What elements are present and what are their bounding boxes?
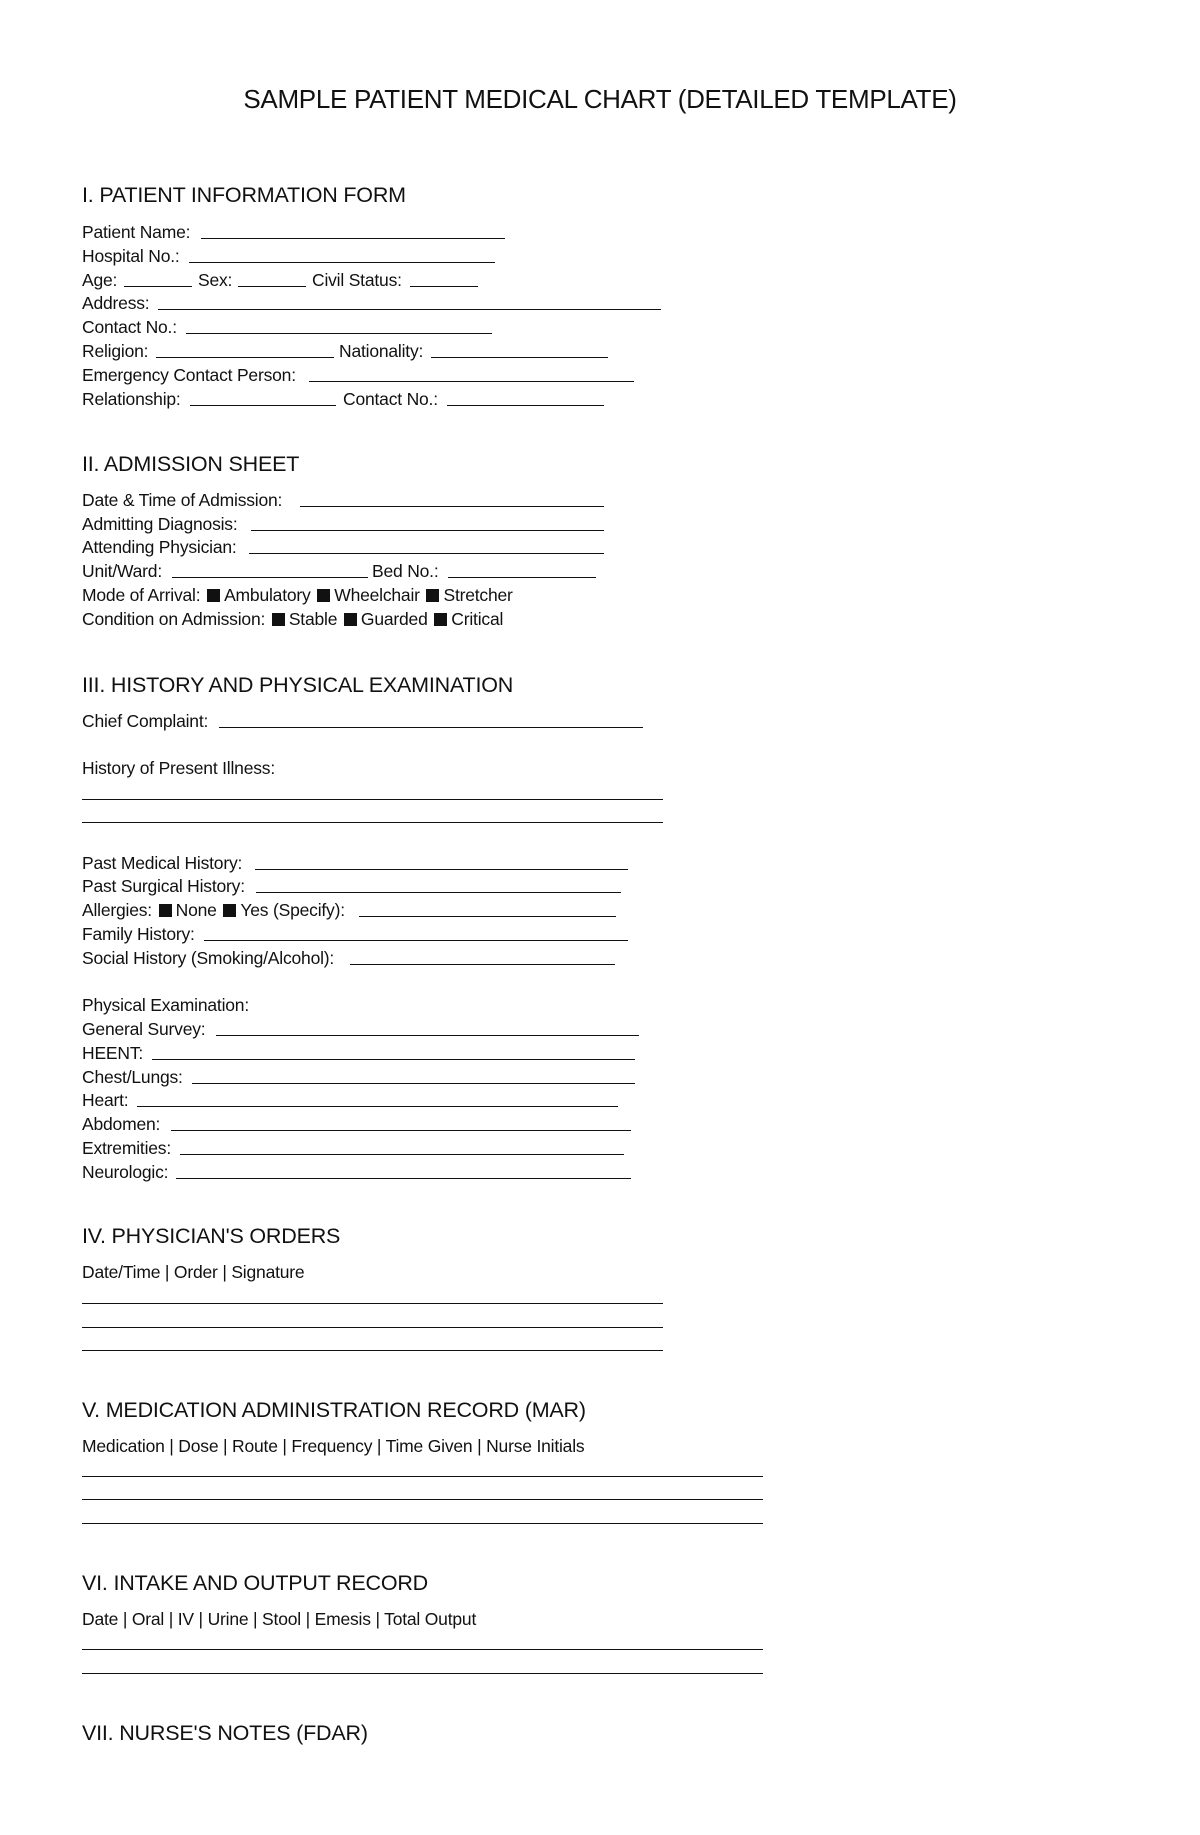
condition-label: Condition on Admission: xyxy=(82,609,266,629)
unit-ward-label: Unit/Ward: xyxy=(82,561,163,581)
past-medical-history-label: Past Medical History: xyxy=(82,853,243,873)
relationship-label: Relationship: xyxy=(82,389,181,409)
civil-status-field[interactable] xyxy=(410,286,478,287)
intake-output-line-1[interactable] xyxy=(82,1649,763,1650)
physicians-orders-columns: Date/Time | Order | Signature xyxy=(82,1262,305,1282)
history-present-illness-line-2[interactable] xyxy=(82,822,663,823)
past-medical-history-field[interactable] xyxy=(255,869,628,870)
hospital-no-label: Hospital No.: xyxy=(82,246,180,266)
religion-field[interactable] xyxy=(156,357,334,358)
condition-on-admission xyxy=(82,609,503,629)
ambulatory-checkbox[interactable] xyxy=(207,589,220,602)
stretcher-option-label: Stretcher xyxy=(443,585,513,605)
general-survey-field[interactable] xyxy=(216,1035,639,1036)
history-present-illness-line-1[interactable] xyxy=(82,799,663,800)
family-history-field[interactable] xyxy=(204,940,628,941)
unit-ward-field[interactable] xyxy=(172,577,368,578)
guarded-option-label: Guarded xyxy=(360,609,428,629)
emergency-contact-no-label: Contact No.: xyxy=(343,389,438,409)
mar-columns: Medication | Dose | Route | Frequency | Time Given | Nurse Initials xyxy=(82,1436,585,1456)
heent-label: HEENT: xyxy=(82,1043,144,1063)
wheelchair-checkbox[interactable] xyxy=(317,589,330,602)
physicians-orders-line-2[interactable] xyxy=(82,1327,663,1328)
abdomen-field[interactable] xyxy=(171,1130,631,1131)
mar-line-3[interactable] xyxy=(82,1523,763,1524)
admission-date-time-field[interactable] xyxy=(300,506,604,507)
heart-field[interactable] xyxy=(137,1106,618,1107)
chest-lungs-field[interactable] xyxy=(192,1083,635,1084)
stable-checkbox[interactable] xyxy=(272,613,285,626)
hospital-no-field[interactable] xyxy=(189,262,495,263)
stable-option-label: Stable xyxy=(288,609,338,629)
section-heading-nurses-notes: VII. NURSE'S NOTES (FDAR) xyxy=(82,1721,368,1745)
intake-output-line-2[interactable] xyxy=(82,1673,763,1674)
wheelchair-option-label: Wheelchair xyxy=(334,585,420,605)
sex-field[interactable] xyxy=(238,286,306,287)
physical-examination-label: Physical Examination: xyxy=(82,995,249,1015)
allergies-label: Allergies: xyxy=(82,900,152,920)
allergies-yes-checkbox[interactable] xyxy=(223,904,236,917)
chief-complaint-field[interactable] xyxy=(219,727,643,728)
civil-status-label: Civil Status: xyxy=(312,270,402,290)
section-heading-patient-information: I. PATIENT INFORMATION FORM xyxy=(82,183,406,207)
intake-output-columns: Date | Oral | IV | Urine | Stool | Emesis | Total Output xyxy=(82,1609,477,1629)
allergies-none-checkbox[interactable] xyxy=(159,904,172,917)
bed-no-field[interactable] xyxy=(448,577,596,578)
mar-line-1[interactable] xyxy=(82,1476,763,1477)
allergies xyxy=(82,900,345,920)
attending-physician-field[interactable] xyxy=(249,553,604,554)
general-survey-label: General Survey: xyxy=(82,1019,206,1039)
past-surgical-history-label: Past Surgical History: xyxy=(82,876,245,896)
age-label: Age: xyxy=(82,270,118,290)
address-label: Address: xyxy=(82,293,150,313)
nationality-label: Nationality: xyxy=(339,341,424,361)
mode-of-arrival xyxy=(82,585,513,605)
extremities-field[interactable] xyxy=(180,1154,624,1155)
mar-line-2[interactable] xyxy=(82,1499,763,1500)
allergies-specify-field[interactable] xyxy=(359,916,616,917)
past-surgical-history-field[interactable] xyxy=(256,892,621,893)
age-field[interactable] xyxy=(124,286,192,287)
ambulatory-option-label: Ambulatory xyxy=(224,585,311,605)
sex-label: Sex: xyxy=(198,270,233,290)
social-history-field[interactable] xyxy=(350,964,615,965)
admitting-diagnosis-field[interactable] xyxy=(251,530,604,531)
heent-field[interactable] xyxy=(152,1059,635,1060)
extremities-label: Extremities: xyxy=(82,1138,172,1158)
allergies-yes-label: Yes (Specify): xyxy=(240,900,345,920)
emergency-contact-field[interactable] xyxy=(309,381,634,382)
patient-name-label: Patient Name: xyxy=(82,222,191,242)
social-history-label: Social History (Smoking/Alcohol): xyxy=(82,948,335,968)
bed-no-label: Bed No.: xyxy=(372,561,439,581)
patient-name-field[interactable] xyxy=(201,238,505,239)
contact-no-field[interactable] xyxy=(186,333,492,334)
mode-of-arrival-label: Mode of Arrival: xyxy=(82,585,201,605)
relationship-field[interactable] xyxy=(190,405,336,406)
contact-no-label: Contact No.: xyxy=(82,317,177,337)
critical-checkbox[interactable] xyxy=(434,613,447,626)
critical-option-label: Critical xyxy=(451,609,504,629)
abdomen-label: Abdomen: xyxy=(82,1114,161,1134)
family-history-label: Family History: xyxy=(82,924,195,944)
physicians-orders-line-3[interactable] xyxy=(82,1350,663,1351)
emergency-contact-label: Emergency Contact Person: xyxy=(82,365,296,385)
nationality-field[interactable] xyxy=(431,357,608,358)
attending-physician-label: Attending Physician: xyxy=(82,537,237,557)
section-heading-history-physical: III. HISTORY AND PHYSICAL EXAMINATION xyxy=(82,673,514,697)
stretcher-checkbox[interactable] xyxy=(426,589,439,602)
chief-complaint-label: Chief Complaint: xyxy=(82,711,209,731)
neurologic-label: Neurologic: xyxy=(82,1162,169,1182)
emergency-contact-no-field[interactable] xyxy=(447,405,604,406)
guarded-checkbox[interactable] xyxy=(344,613,357,626)
admitting-diagnosis-label: Admitting Diagnosis: xyxy=(82,514,238,534)
address-field[interactable] xyxy=(158,309,661,310)
section-heading-admission-sheet: II. ADMISSION SHEET xyxy=(82,452,300,476)
section-heading-medication-administration: V. MEDICATION ADMINISTRATION RECORD (MAR) xyxy=(82,1398,586,1422)
religion-label: Religion: xyxy=(82,341,149,361)
allergies-none-label: None xyxy=(175,900,217,920)
chest-lungs-label: Chest/Lungs: xyxy=(82,1067,183,1087)
admission-date-time-label: Date & Time of Admission: xyxy=(82,490,283,510)
physicians-orders-line-1[interactable] xyxy=(82,1303,663,1304)
neurologic-field[interactable] xyxy=(176,1178,631,1179)
section-heading-physicians-orders: IV. PHYSICIAN'S ORDERS xyxy=(82,1224,341,1248)
history-present-illness-label: History of Present Illness: xyxy=(82,758,276,778)
section-heading-intake-output: VI. INTAKE AND OUTPUT RECORD xyxy=(82,1571,429,1595)
heart-label: Heart: xyxy=(82,1090,129,1110)
page-title: SAMPLE PATIENT MEDICAL CHART (DETAILED TEMPLATE) xyxy=(243,84,957,114)
